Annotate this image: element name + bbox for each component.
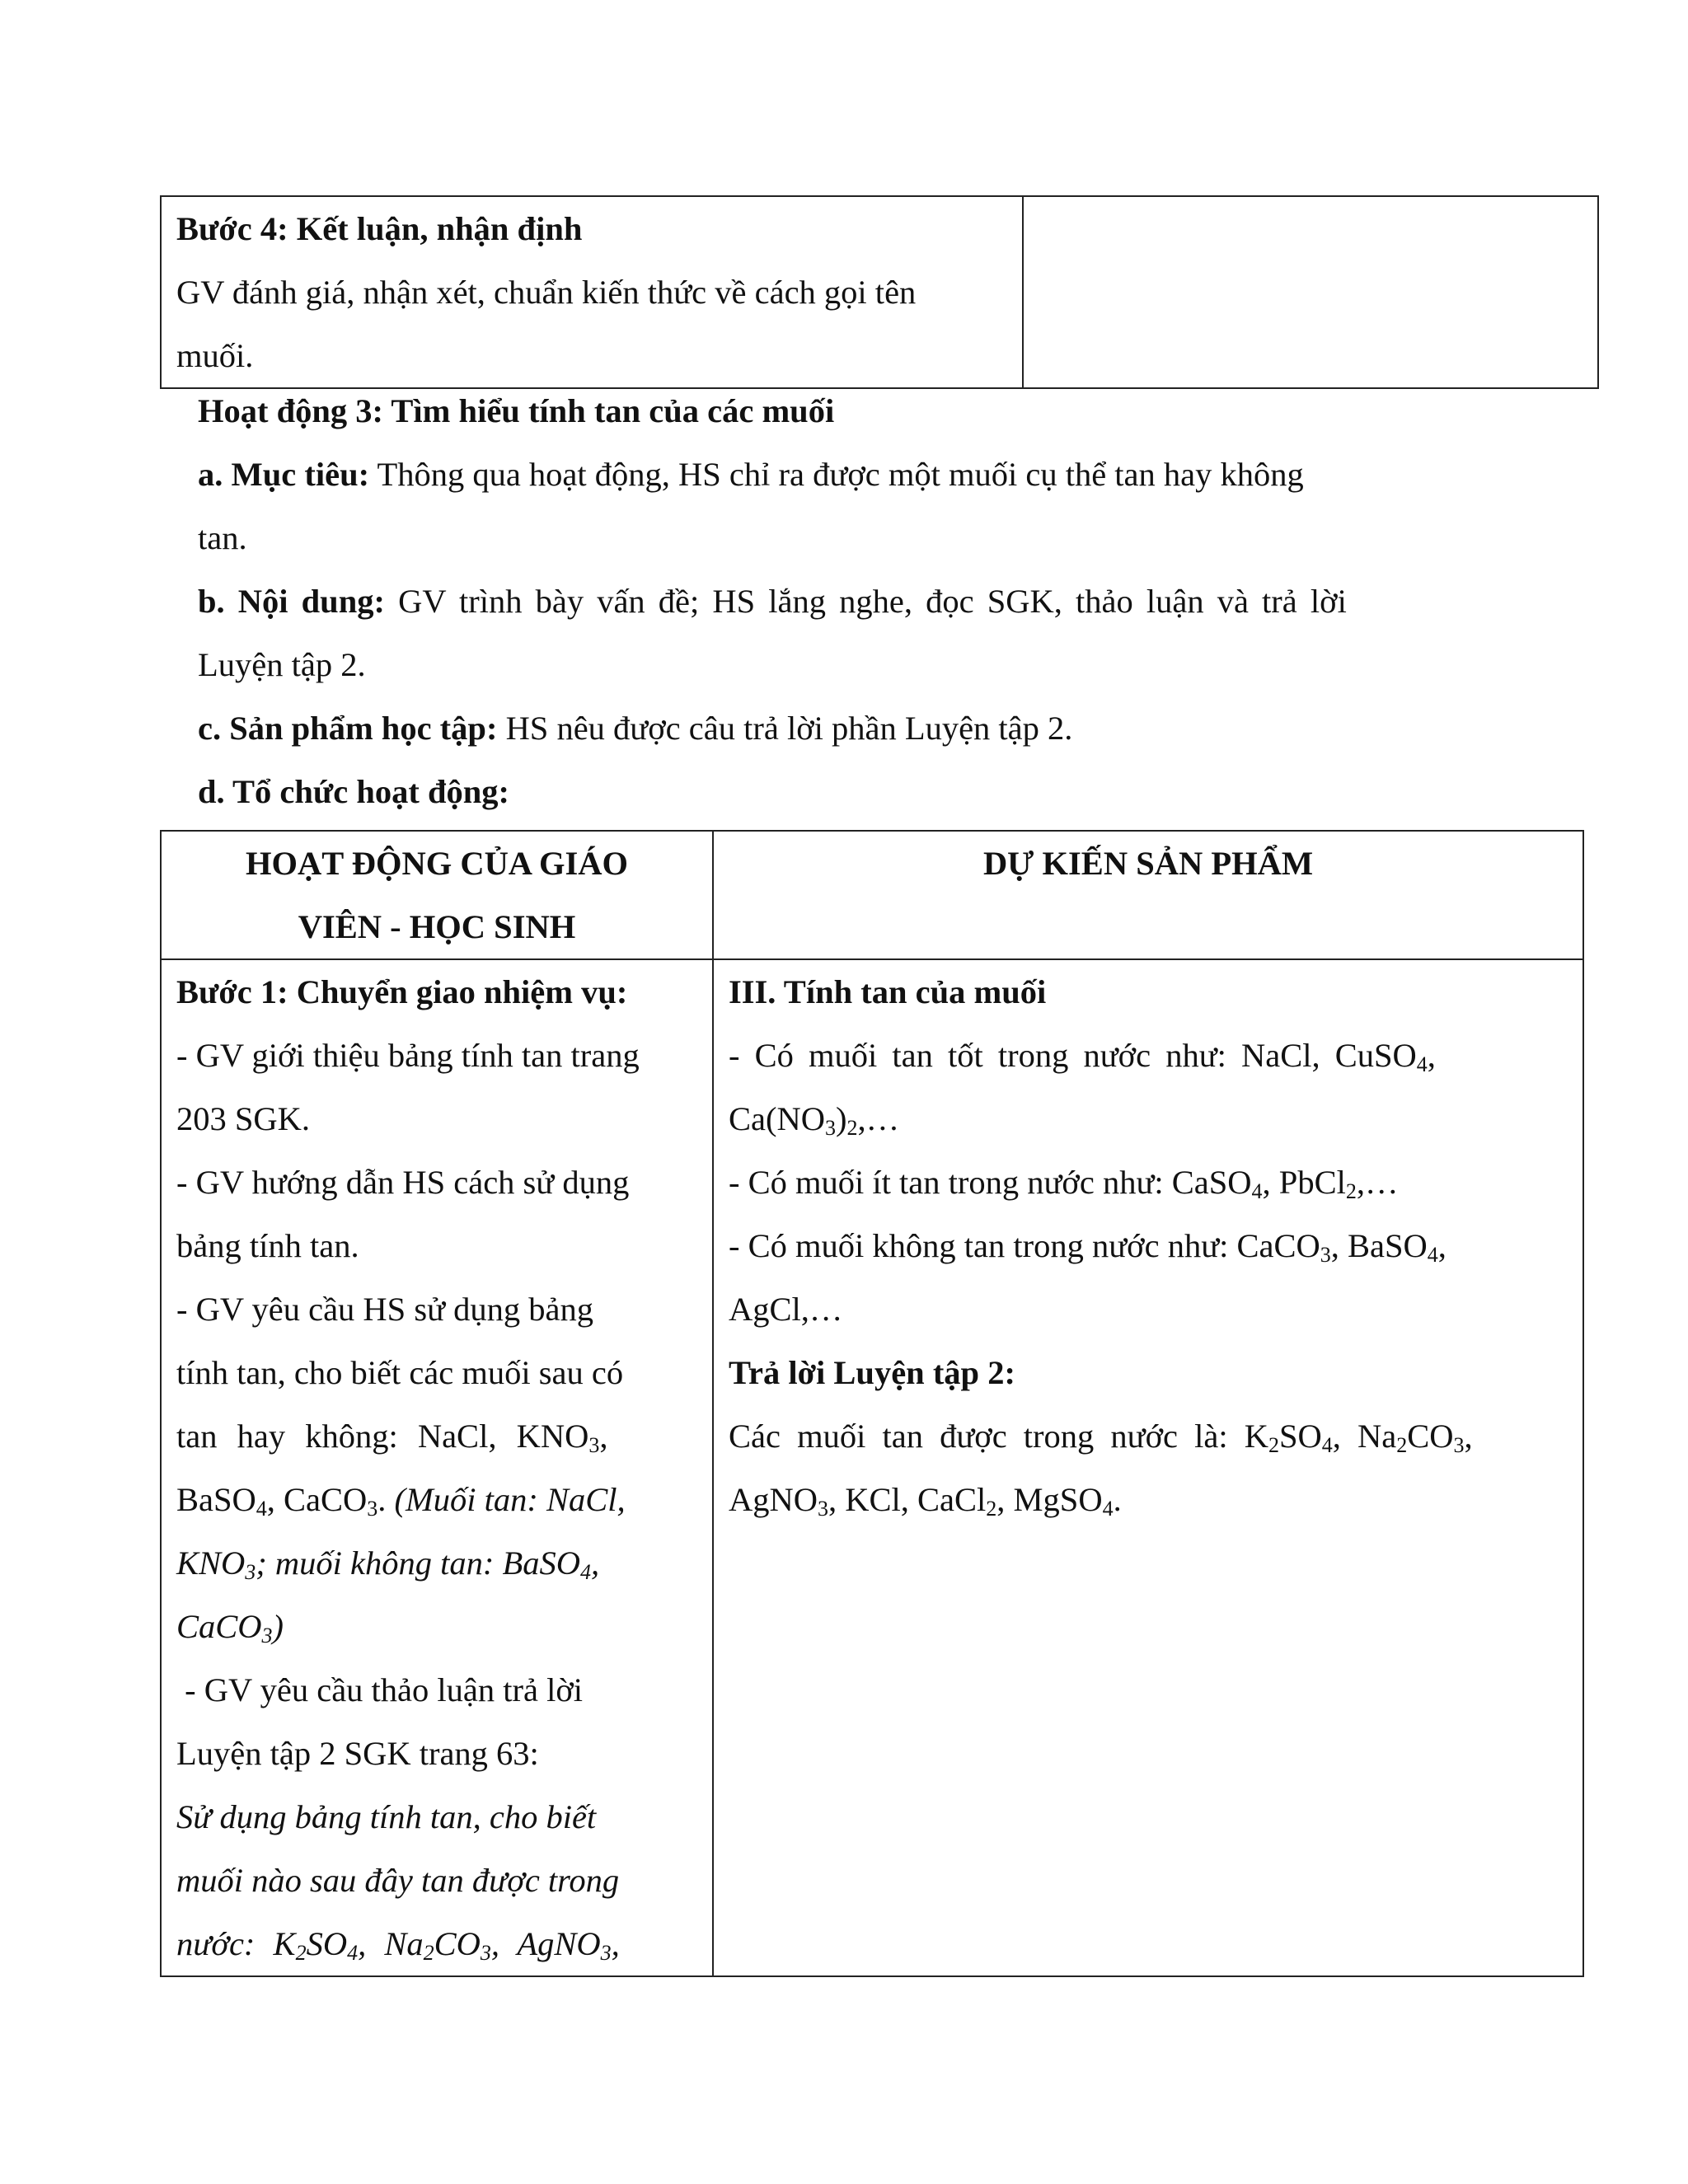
subscript: 3	[1453, 1433, 1465, 1457]
subscript: 2	[1268, 1433, 1279, 1457]
org-label: d. Tổ chức hoạt động:	[198, 773, 510, 810]
left-line: tan hay không: NaCl, $KNO_3$,	[176, 1418, 608, 1457]
subscript: 4	[256, 1497, 267, 1521]
right-line: AgCl,…	[729, 1291, 843, 1328]
header-right-text: DỰ KIẾN SẢN PHẨM	[982, 845, 1314, 882]
left-text: CaCO	[176, 1608, 262, 1645]
right-text: , Na	[1332, 1418, 1397, 1455]
right-text: AgNO	[729, 1481, 818, 1518]
subscript: 4	[1102, 1497, 1114, 1521]
content-text: GV trình bày vấn đề; HS lắng nghe, đọc SGK, thảo luận và trả lời	[384, 583, 1347, 620]
left-line: - GV hướng dẫn HS cách sử dụng	[176, 1164, 630, 1201]
right-text: Các muối tan được trong nước là: K	[729, 1418, 1268, 1455]
subscript: 3	[261, 1624, 273, 1647]
subscript: 3	[367, 1497, 378, 1521]
goal-text: Thông qua hoạt động, HS chỉ ra được một muối cụ thể tan hay không	[369, 456, 1304, 493]
right-line	[729, 1214, 1568, 1277]
step4-text-line1: GV đánh giá, nhận xét, chuẩn kiến thức về cách gọi tên	[176, 274, 917, 311]
goal-paragraph	[198, 443, 1467, 506]
right-text: .	[1113, 1481, 1122, 1518]
left-line	[176, 1912, 697, 1975]
right-text: ,	[1437, 1227, 1447, 1264]
subscript: 2	[423, 1941, 434, 1965]
teacher-student-cell	[161, 959, 713, 1976]
subscript: 3	[588, 1433, 600, 1457]
right-line	[729, 1404, 1568, 1468]
product-paragraph	[198, 696, 1467, 760]
left-line: muối nào sau đây tan được trong	[176, 1862, 620, 1899]
subscript: 2	[295, 1941, 307, 1965]
left-line	[176, 1468, 697, 1531]
left-text: nước: K	[176, 1925, 296, 1962]
right-text: CO	[1407, 1418, 1454, 1455]
activity-section	[198, 379, 1467, 823]
subscript: 4	[1427, 1243, 1438, 1267]
subscript: 4	[1251, 1179, 1263, 1203]
left-line: - GV yêu cầu HS sử dụng bảng	[176, 1291, 594, 1328]
left-line	[176, 1531, 697, 1595]
left-line	[176, 1595, 697, 1658]
left-text: KNO	[176, 1544, 246, 1582]
left-text: )	[272, 1608, 284, 1645]
activity-table	[160, 830, 1584, 1977]
right-line	[729, 1087, 1568, 1151]
goal-label: a. Mục tiêu:	[198, 456, 370, 493]
header-left-line1: HOẠT ĐỘNG CỦA GIÁO	[246, 845, 628, 882]
step4-text-line2: muối.	[176, 337, 254, 374]
subscript: 3	[245, 1560, 256, 1584]
right-text: ,…	[857, 1100, 900, 1137]
right-line	[729, 1151, 1568, 1214]
left-text: ,	[590, 1544, 600, 1582]
subscript: 3	[600, 1941, 612, 1965]
header-right	[713, 831, 1583, 959]
left-text: , Na	[358, 1925, 424, 1962]
conclusion-table	[160, 195, 1599, 389]
expected-product-cell	[713, 959, 1583, 1976]
product-text: HS nêu được câu trả lời phần Luyện tập 2.	[497, 710, 1073, 747]
right-text: - Có muối không tan trong nước như: CaCO	[729, 1227, 1320, 1264]
right-text: , KCl, CaCl	[828, 1481, 987, 1518]
subscript: 4	[579, 1560, 591, 1584]
left-text: .	[377, 1481, 395, 1518]
subscript: 2	[846, 1116, 858, 1140]
left-line: bảng tính tan.	[176, 1227, 359, 1264]
subscript: 4	[1416, 1052, 1428, 1076]
right-text: , BaSO	[1330, 1227, 1428, 1264]
left-line: tính tan, cho biết các muối sau có	[176, 1354, 624, 1391]
left-text: ,	[611, 1925, 620, 1962]
step4-heading: Bước 4: Kết luận, nhận định	[176, 210, 583, 247]
solubility-title: III. Tính tan của muối	[729, 973, 1047, 1010]
right-text: ,	[1427, 1037, 1436, 1074]
right-text: ,…	[1356, 1164, 1399, 1201]
subscript: 2	[986, 1497, 997, 1521]
right-text: SO	[1278, 1418, 1322, 1455]
subscript: 2	[1396, 1433, 1408, 1457]
left-text: , CaCO	[266, 1481, 368, 1518]
step4-cell	[161, 196, 1023, 388]
right-text: )	[835, 1100, 847, 1137]
left-line: 203 SGK.	[176, 1100, 311, 1137]
left-line: Luyện tập 2 SGK trang 63:	[176, 1735, 539, 1772]
activity-title: Hoạt động 3: Tìm hiểu tính tan của các muối	[198, 392, 835, 429]
product-label: c. Sản phẩm học tập:	[198, 710, 498, 747]
subscript: 3	[480, 1941, 491, 1965]
right-text: ,	[1464, 1418, 1473, 1455]
left-line: - GV giới thiệu bảng tính tan trang	[176, 1037, 640, 1074]
header-left-line2: VIÊN - HỌC SINH	[298, 908, 576, 945]
left-line: Sử dụng bảng tính tan, cho biết	[176, 1798, 597, 1835]
left-text: BaSO	[176, 1481, 256, 1518]
right-text: , MgSO	[996, 1481, 1103, 1518]
left-text: , AgNO	[490, 1925, 601, 1962]
content-text-cont: Luyện tập 2.	[198, 646, 366, 683]
subscript: 4	[347, 1941, 359, 1965]
left-line: - GV yêu cầu thảo luận trả lời	[176, 1671, 584, 1708]
left-text: ; muối không tan: BaSO	[256, 1544, 580, 1582]
right-line	[729, 1468, 1568, 1531]
left-text: SO	[306, 1925, 348, 1962]
step1-heading: Bước 1: Chuyển giao nhiệm vụ:	[176, 973, 628, 1010]
subscript: 3	[824, 1116, 836, 1140]
left-text: tan hay không: NaCl, KNO	[176, 1418, 589, 1455]
right-line	[729, 1024, 1568, 1087]
right-text: , PbCl	[1262, 1164, 1346, 1201]
right-text: - Có muối tan tốt trong nước như: NaCl, CuSO	[729, 1037, 1417, 1074]
content-paragraph	[198, 569, 1467, 633]
content-label: b. Nội dung:	[198, 583, 385, 620]
right-text: Ca(NO	[729, 1100, 825, 1137]
goal-text-cont: tan.	[198, 519, 247, 556]
right-text: - Có muối ít tan trong nước như: CaSO	[729, 1164, 1252, 1201]
left-italic: (Muối tan: NaCl,	[394, 1481, 626, 1518]
empty-cell	[1023, 196, 1598, 388]
answer-title: Trả lời Luyện tập 2:	[729, 1354, 1015, 1391]
subscript: 3	[1320, 1243, 1331, 1267]
header-left	[161, 831, 713, 959]
subscript: 2	[1345, 1179, 1357, 1203]
subscript: 4	[1321, 1433, 1333, 1457]
left-text: CO	[434, 1925, 481, 1962]
subscript: 3	[818, 1497, 828, 1521]
